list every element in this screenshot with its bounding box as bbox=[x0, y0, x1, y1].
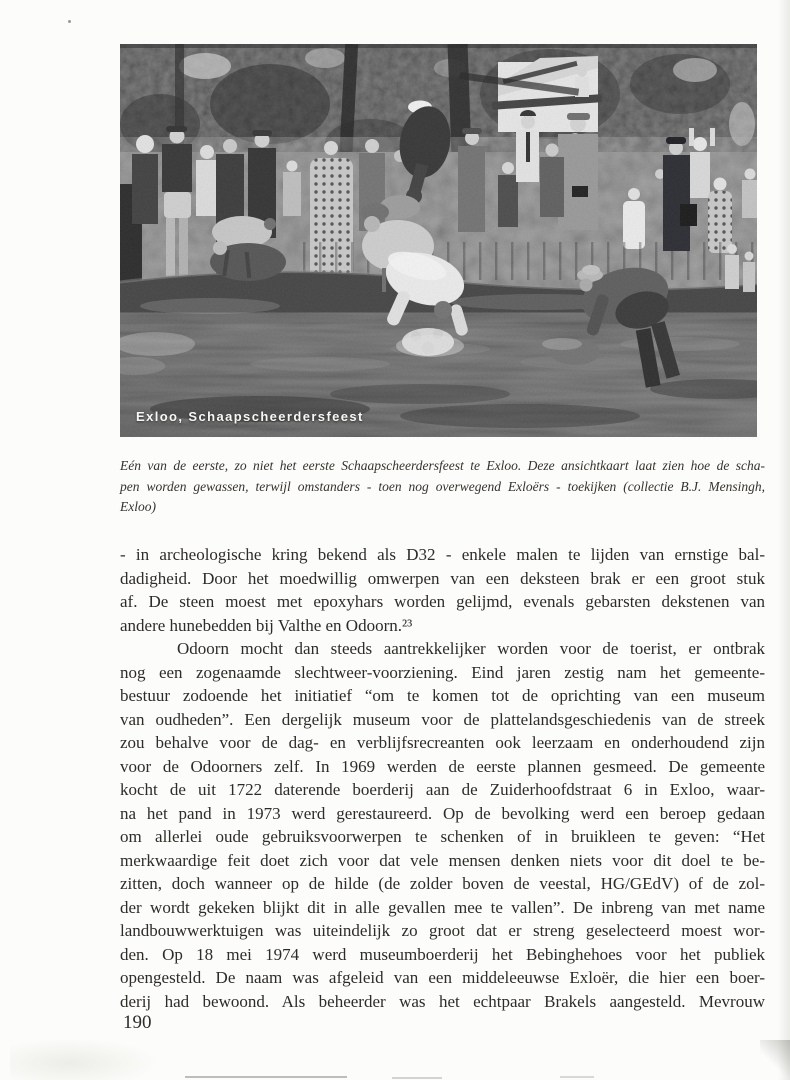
text-line: pen worden gewassen, terwijl omstanders - toen nog overwegend Exloërs - toekijken (collectie B.J. Mensingh, bbox=[120, 478, 765, 494]
text-line: opengesteld. De naam was afgeleid van een middeleeuwse Exloër, die hier een boer- bbox=[120, 968, 765, 987]
text-line: kocht de uit 1722 daterende boerderij aan de Zuiderhoofdstraat 6 in Exloo, waar- bbox=[120, 780, 765, 799]
text-line: af. De steen moest met epoxyhars worden gelijmd, evenals gebarsten dekstenen van bbox=[120, 592, 765, 611]
text-line: der wordt gekeken blijkt dit in alle gevallen mee te vallen”. De inbreng van met name bbox=[120, 897, 765, 917]
scan-edge-line bbox=[185, 1076, 347, 1078]
text-line: Eén van de eerste, zo niet het eerste Schaapscheerdersfeest te Exloo. Deze ansichtkaart laat zien hoe de scha- bbox=[120, 458, 765, 473]
text-line: na het pand in 1973 werd gerestaureerd. Op de bevolking werd een beroep gedaan bbox=[120, 803, 765, 823]
body-text bbox=[120, 543, 765, 1013]
paragraph-hunebed bbox=[120, 543, 765, 637]
photo-overlay-label: Exloo, Schaapscheerdersfeest bbox=[136, 409, 364, 424]
festival-photo bbox=[120, 44, 757, 437]
text-line: andere hunebedden bij Valthe en Odoorn.²³ bbox=[120, 615, 413, 635]
text-line: - in archeologische kring bekend als D32 - enkele malen te lijden van ernstige bal- bbox=[120, 545, 765, 564]
festival-photo-art bbox=[120, 44, 757, 437]
text-line: dadigheid. Door het moedwillig omwerpen van een deksteen brak er een groot stuk bbox=[120, 568, 765, 588]
text-line: bestuur zodoende het initiatief “om te komen tot de oprichting van een museum bbox=[120, 686, 765, 705]
text-line: zou behalve voor de dag- en verblijfsrecreanten ook leerzaam en onderhoudend zijn bbox=[120, 733, 765, 752]
text-line: merkwaardige feit doet zich voor dat vele mensen denken niets voor dit doel te be- bbox=[120, 850, 765, 870]
scan-speck bbox=[68, 20, 71, 23]
text-line: om allerlei oude gebruiksvoorwerpen te schenken of in bruikleen te geven: “Het bbox=[120, 827, 765, 846]
scan-corner-shadow bbox=[760, 1040, 790, 1080]
text-line: landbouwwerktuigen was uiteindelijk zo groot dat er streng geselecteerd moest wor- bbox=[120, 921, 765, 940]
text-line: den. Op 18 mei 1974 werd museumboerderij het Bebinghehoes voor het publiek bbox=[120, 944, 765, 964]
text-line: derij had bewoond. Als beheerder was het echtpaar Brakels aangesteld. Mevrouw bbox=[120, 991, 765, 1011]
photo-grain bbox=[120, 44, 757, 437]
paragraph-museum bbox=[120, 637, 765, 1013]
text-line: van oudheden”. Een dergelijk museum voor de plattelandsgeschiedenis van de streek bbox=[120, 709, 765, 729]
text-line: nog een zogenaamde slechtweer-voorziening. Eind jaren zestig nam het gemeente- bbox=[120, 662, 765, 682]
page-number: 190 bbox=[123, 1012, 152, 1033]
scan-edge-line bbox=[560, 1076, 594, 1078]
text-line: voor de Odoorners zelf. In 1969 werden de eerste plannen gesmeed. De gemeente bbox=[120, 756, 765, 776]
scan-page-edge-shadow bbox=[778, 0, 790, 1080]
scan-edge-line bbox=[392, 1077, 442, 1079]
scan-smudge bbox=[10, 1038, 160, 1080]
text-line: Exloo) bbox=[120, 499, 156, 514]
photo-caption bbox=[120, 456, 765, 518]
text-line: Odoorn mocht dan steeds aantrekkelijker worden voor de toerist, er ontbrak bbox=[177, 639, 765, 658]
text-line: zitten, doch wanneer op de hilde (de zolder boven de veestal, HG/GEdV) of de zol- bbox=[120, 874, 765, 893]
